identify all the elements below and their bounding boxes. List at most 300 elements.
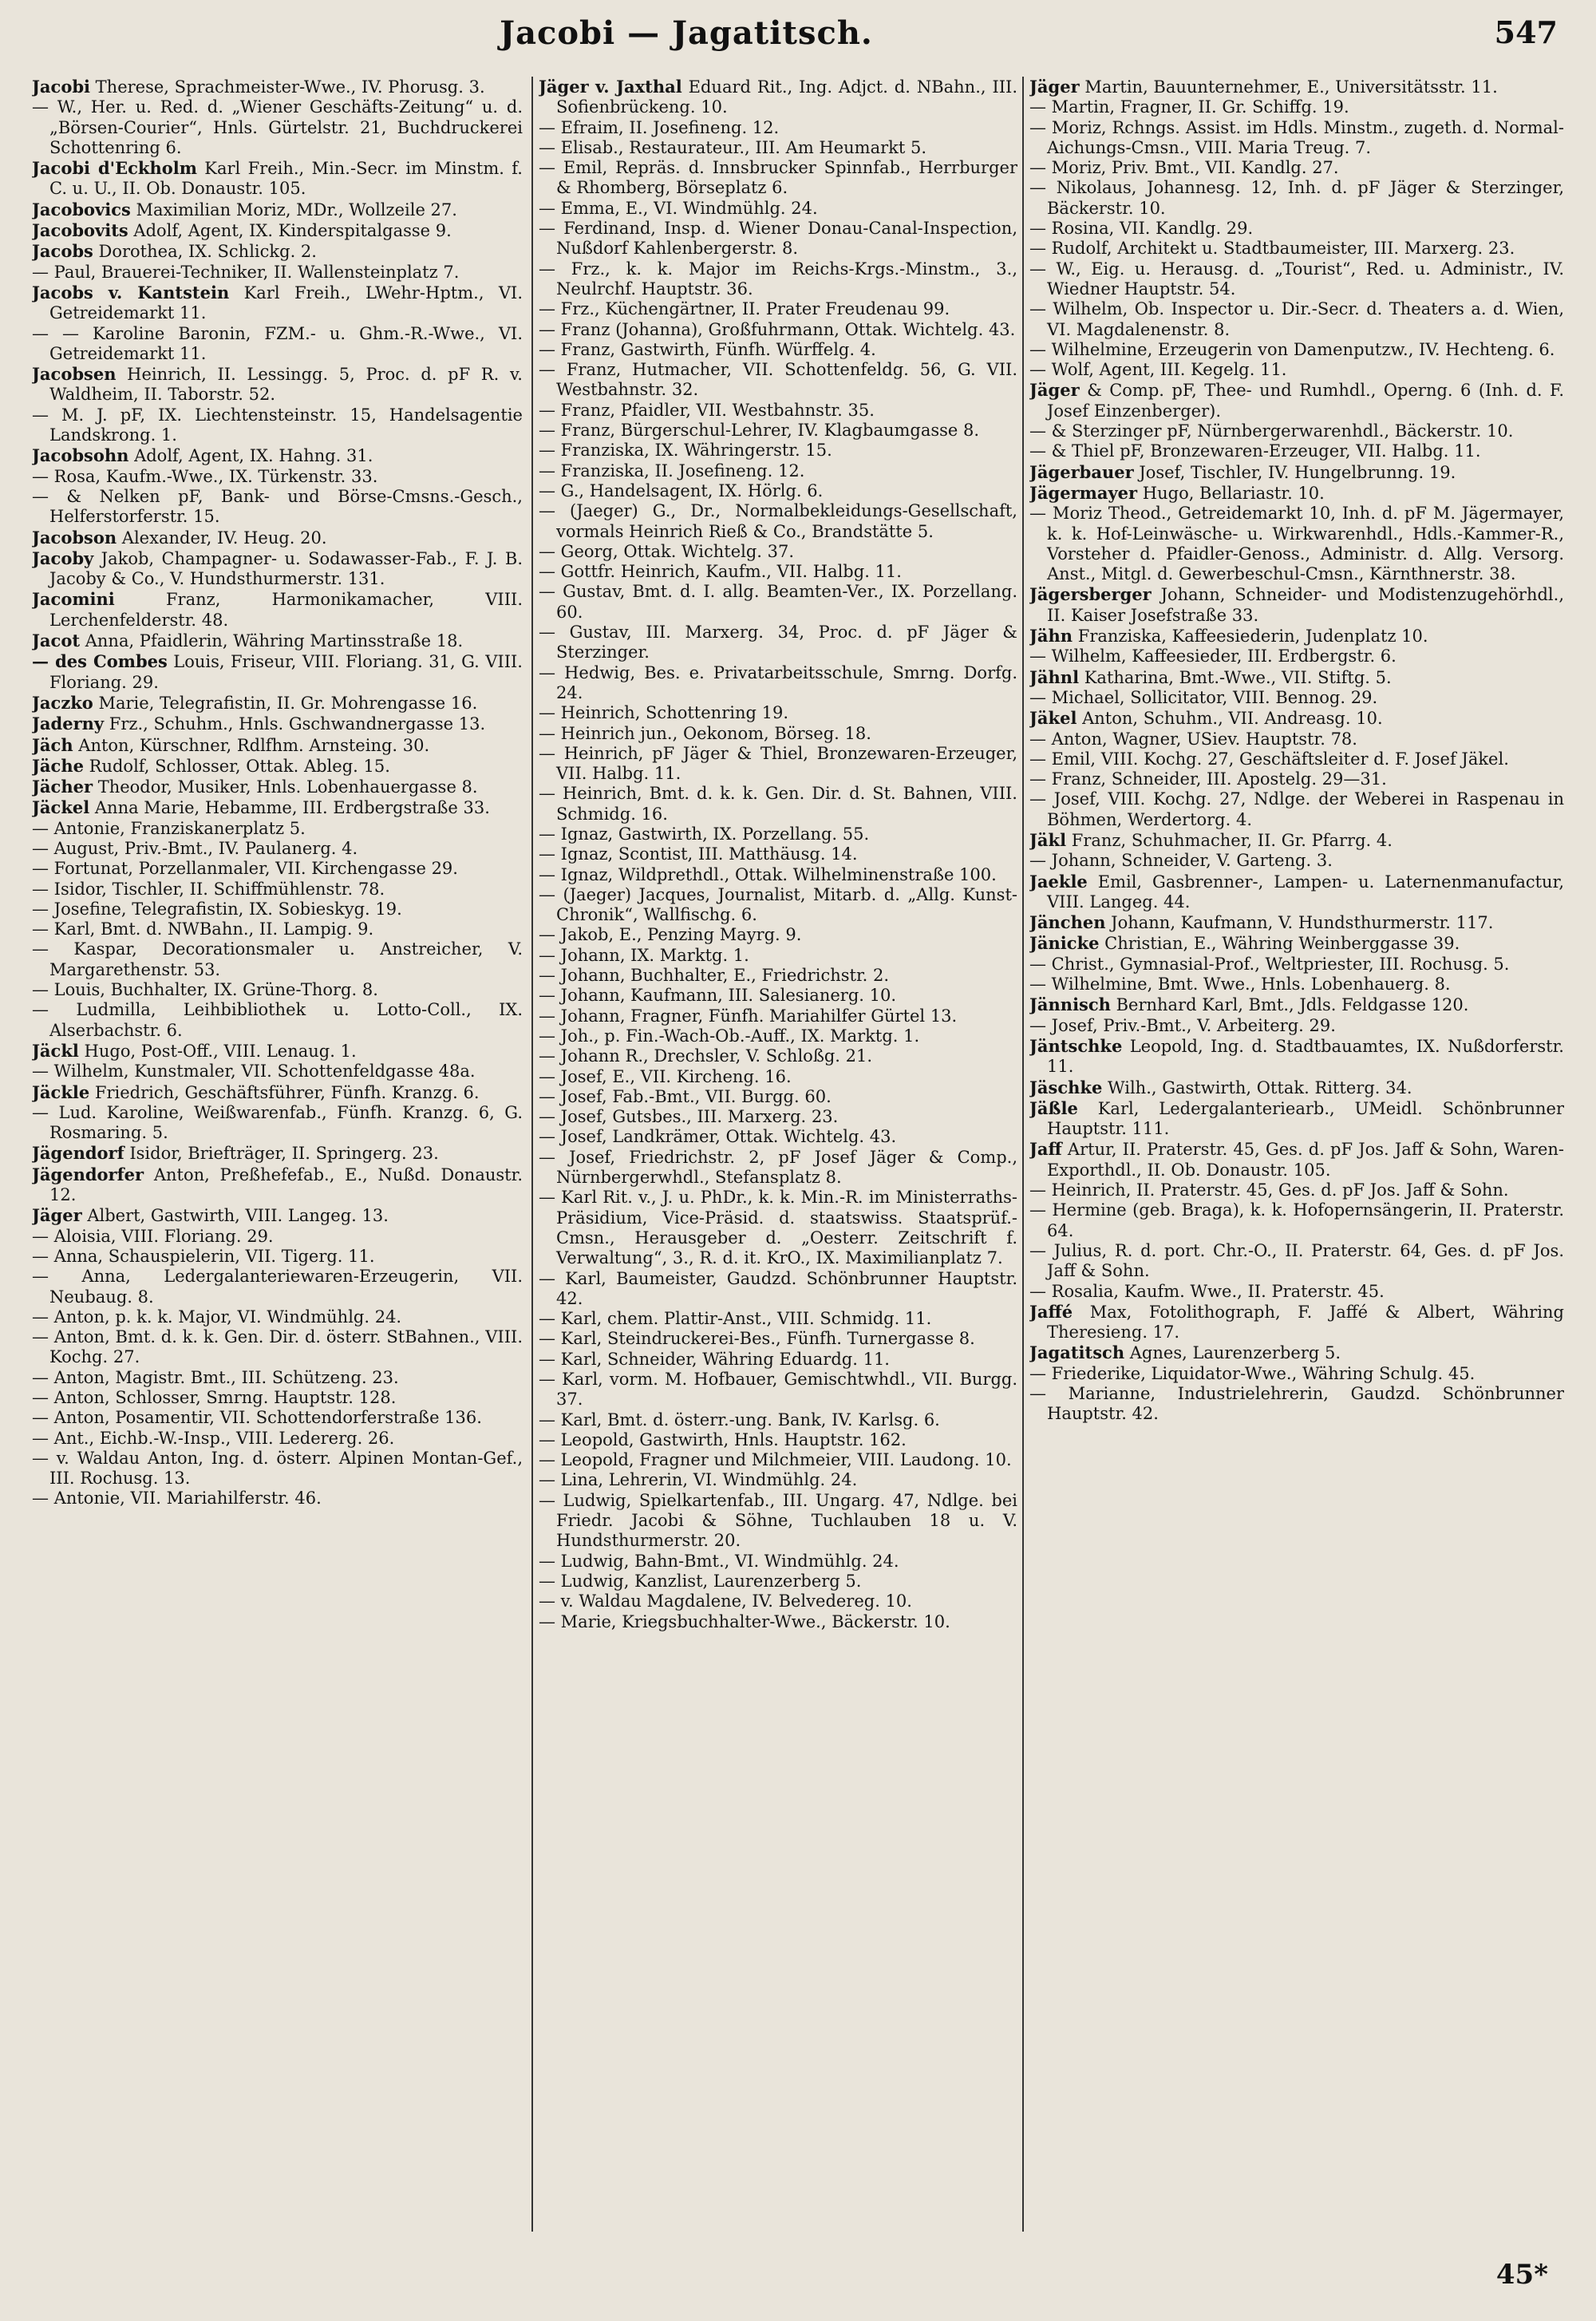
directory-entry <box>32 487 523 528</box>
entry-surname: Jägendorfer <box>32 1164 144 1184</box>
entry-details: — Josef, Landkrämer, Ottak. Wichtelg. 43. <box>539 1127 897 1147</box>
directory-entry <box>32 1247 523 1267</box>
entry-details: Alexander, IV. Heug. 20. <box>117 528 327 548</box>
entry-details: — Marianne, Industrielehrerin, Gaudzd. Schönbrunner Hauptstr. 42. <box>1029 1384 1564 1424</box>
directory-entry <box>32 405 523 446</box>
directory-entry <box>539 1067 1017 1087</box>
entry-details: Johann, Schneider- und Modistenzugehörhdl., II. Kaiser Josefstraße 33. <box>1047 585 1564 625</box>
directory-entry <box>1029 730 1564 749</box>
directory-entry <box>1029 1139 1564 1180</box>
entry-surname: Jäntschke <box>1029 1035 1123 1056</box>
entry-details: — Emil, Repräs. d. Innsbrucker Spinnfab., Herrburger & Rhomberg, Börseplatz 6. <box>539 158 1017 198</box>
entry-details: — Efraim, II. Josefineng. 12. <box>539 117 780 137</box>
entry-surname: Jaekle <box>1029 871 1088 892</box>
entry-details: Adolf, Agent, IX. Hahng. 31. <box>128 446 373 466</box>
column-divider <box>1022 77 1024 2232</box>
directory-entry <box>1029 219 1564 239</box>
entry-surname: Jägendorf <box>32 1143 124 1164</box>
directory-entry <box>32 939 523 980</box>
entry-details: — Johann, IX. Marktg. 1. <box>539 945 749 965</box>
entry-details: — Karl, Steindruckerei-Bes., Fünfh. Turnergasse 8. <box>539 1329 975 1349</box>
directory-entry <box>1029 1342 1564 1363</box>
entry-details: — Marie, Kriegsbuchhalter-Wwe., Bäckerstr. 10. <box>539 1611 950 1631</box>
entry-details: — Gustav, III. Marxerg. 34, Proc. d. pF Jäger & Sterzinger. <box>539 623 1017 662</box>
directory-entry <box>539 865 1017 885</box>
entry-surname: Jäschke <box>1029 1077 1103 1097</box>
directory-entry <box>32 839 523 859</box>
entry-details: — Anton, Posamentir, VII. Schottendorferstraße 136. <box>32 1408 482 1428</box>
entry-details: Marie, Telegrafistin, II. Gr. Mohrengasse 16. <box>93 693 478 713</box>
directory-entry <box>539 118 1017 138</box>
entry-details: — Franz, Pfaidler, VII. Westbahnstr. 35. <box>539 400 875 420</box>
entry-details: — Moriz Theod., Getreidemarkt 10, Inh. d. pF M. Jägermayer, k. k. Hof-Leinwäsche- u. Wirkwarenhdl., Hdls.-Kammer-R., Vorsteher d. Pfaidler-Genoss., Administr. d. Allg. Versorg. Anst., Mitgl. d. Gewerbeschul-Cmsn., Kärnthnerstr. 38. <box>1029 504 1564 584</box>
entry-details: — Moriz, Rchngs. Assist. im Hdls. Minstm., zugeth. d. Normal-Aichungs-Cmsn., VIII. Maria Treug. 7. <box>1029 117 1564 157</box>
entry-details: — Josefine, Telegrafistin, IX. Sobieskyg. 19. <box>32 899 402 919</box>
entry-details: Anton, Preßhefefab., E., Nußd. Donaustr. 12. <box>49 1164 523 1205</box>
directory-entry <box>32 445 523 466</box>
entry-details: — Antonie, VII. Mariahilferstr. 46. <box>32 1489 322 1508</box>
directory-entry <box>539 1309 1017 1329</box>
entry-details: — Josef, Gutsbes., III. Marxerg. 23. <box>539 1107 839 1127</box>
directory-entry <box>32 880 523 900</box>
entry-details: — Christ., Gymnasial-Prof., Weltpriester, III. Rochusg. 5. <box>1029 954 1510 974</box>
directory-entry <box>539 986 1017 1006</box>
entry-details: Katharina, Bmt.-Wwe., VII. Stiftg. 5. <box>1079 667 1392 687</box>
entry-surname: Jaffé <box>1029 1301 1073 1322</box>
entry-surname: Jäger <box>1029 380 1080 401</box>
directory-entry <box>539 1329 1017 1349</box>
entry-surname: Jacobsen <box>32 364 117 385</box>
directory-entry <box>539 946 1017 966</box>
directory-entry <box>32 777 523 797</box>
directory-entry <box>32 900 523 919</box>
directory-entry <box>1029 1241 1564 1282</box>
directory-entry <box>539 1612 1017 1632</box>
entry-surname: Jacobson <box>32 527 117 548</box>
entry-details: Anna, Pfaidlerin, Währing Martinsstraße 18. <box>80 631 464 651</box>
entry-details: — Rosa, Kaufm.-Wwe., IX. Türkenstr. 33. <box>32 466 378 486</box>
entry-surname: Jäche <box>32 755 84 776</box>
directory-entry <box>539 1006 1017 1026</box>
directory-entry <box>539 1491 1017 1552</box>
entry-details: Wilh., Gastwirth, Ottak. Ritterg. 34. <box>1102 1077 1412 1097</box>
entry-details: Leopold, Ing. d. Stadtbauamtes, IX. Nußdorferstr. 11. <box>1047 1036 1564 1077</box>
directory-entry <box>1029 872 1564 913</box>
directory-entry <box>32 693 523 714</box>
entry-details: — Ludwig, Bahn-Bmt., VI. Windmühlg. 24. <box>539 1551 899 1571</box>
directory-entry <box>32 1103 523 1144</box>
entry-details: Martin, Bauunternehmer, E., Universitätsstr. 11. <box>1079 77 1498 97</box>
entry-details: Rudolf, Schlosser, Ottak. Ableg. 15. <box>83 756 390 776</box>
directory-entry <box>1029 259 1564 300</box>
directory-entry <box>32 97 523 158</box>
directory-entry <box>539 299 1017 319</box>
entry-details: — Anton, Bmt. d. k. k. Gen. Dir. d. österr. StBahnen., VIII. Kochg. 27. <box>32 1327 523 1367</box>
entry-details: — Antonie, Franziskanerplatz 5. <box>32 818 306 838</box>
entry-details: — Wilhelm, Kunstmaler, VII. Schottenfeldgasse 48a. <box>32 1062 476 1081</box>
entry-details: — Heinrich jun., Oekonom, Börseg. 18. <box>539 723 871 743</box>
directory-entry <box>32 220 523 241</box>
directory-entry <box>32 1429 523 1449</box>
entry-details: Heinrich, II. Lessingg. 5, Proc. d. pF R. v. Waldheim, II. Taborstr. 52. <box>49 365 523 405</box>
entry-details: — & Thiel pF, Bronzewaren-Erzeuger, VII. Halbg. 11. <box>1029 441 1481 461</box>
signature-mark: 45* <box>1495 2259 1548 2291</box>
entry-surname: Jaff <box>1029 1139 1062 1160</box>
directory-entry <box>1029 975 1564 994</box>
entry-details: Anton, Kürschner, Rdlfhm. Arnsteing. 30. <box>73 735 430 755</box>
directory-entry <box>1029 118 1564 159</box>
entry-details: — Martin, Fragner, II. Gr. Schiffg. 19. <box>1029 97 1349 117</box>
directory-entry <box>1029 1077 1564 1098</box>
entry-details: — Paul, Brauerei-Techniker, II. Wallensteinplatz 7. <box>32 262 460 282</box>
directory-entry <box>32 1164 523 1206</box>
directory-entry <box>539 724 1017 744</box>
directory-entry <box>539 1269 1017 1310</box>
entry-surname: Jacobovits <box>32 220 128 241</box>
entry-details: — Josef, Priv.-Bmt., V. Arbeiterg. 29. <box>1029 1015 1336 1035</box>
entry-surname: Jähn <box>1029 626 1073 646</box>
entry-details: Bernhard Karl, Bmt., Jdls. Feldgasse 120. <box>1110 995 1469 1015</box>
entry-details: — Leopold, Fragner und Milchmeier, VIII. Laudong. 10. <box>539 1450 1012 1470</box>
directory-entry <box>539 219 1017 259</box>
directory-entry <box>539 1430 1017 1450</box>
entry-details: — Aloisia, VIII. Floriang. 29. <box>32 1226 274 1246</box>
entry-details: — Karl, Baumeister, Gaudzd. Schönbrunner Hauptstr. 42. <box>539 1268 1017 1308</box>
entry-details: Karl, Ledergalanteriearb., UMeidl. Schönbrunner Hauptstr. 111. <box>1047 1098 1564 1139</box>
entry-details: — Heinrich, Schottenring 19. <box>539 703 788 723</box>
directory-entry <box>32 263 523 283</box>
entry-surname: Jacobi d'Eckholm <box>32 158 197 179</box>
directory-entry <box>1029 178 1564 219</box>
entry-surname: Jägerbauer <box>1029 461 1134 482</box>
entry-details: — Josef, E., VII. Kircheng. 16. <box>539 1066 792 1086</box>
directory-entry <box>1029 504 1564 584</box>
entry-details: — Ignaz, Scontist, III. Matthäusg. 14. <box>539 844 858 864</box>
entry-surname: Jacoby <box>32 548 94 568</box>
directory-entry <box>1029 77 1564 97</box>
directory-entry <box>539 320 1017 340</box>
entry-details: — Wilhelmine, Erzeugerin von Damenputzw., IV. Hechteng. 6. <box>1029 339 1555 359</box>
entry-details: Josef, Tischler, IV. Hungelbrunng. 19. <box>1133 462 1456 482</box>
entry-details: — W., Eig. u. Herausg. d. „Tourist“, Red. u. Administr., IV. Wiedner Hauptstr. 54. <box>1029 259 1564 299</box>
directory-entry <box>1029 646 1564 666</box>
entry-details: Dorothea, IX. Schlickg. 2. <box>93 242 317 262</box>
directory-entry <box>32 1041 523 1062</box>
directory-entry <box>539 77 1017 118</box>
entry-details: — Karl, chem. Plattir-Anst., VIII. Schmidg. 11. <box>539 1309 932 1329</box>
directory-entry <box>32 980 523 1000</box>
directory-entry <box>539 158 1017 199</box>
directory-entry <box>539 744 1017 785</box>
entry-details: — Karl, Bmt. d. österr.-ung. Bank, IV. Karlsg. 6. <box>539 1410 940 1429</box>
entry-details: — Franz, Hutmacher, VII. Schottenfeldg. 56, G. VII. Westbahnstr. 32. <box>539 360 1017 400</box>
directory-entry <box>32 589 523 631</box>
directory-entry <box>32 1408 523 1428</box>
entry-details: & Comp. pF, Thee- und Rumhdl., Operng. 6 (Inh. d. F. Josef Einzenberger). <box>1047 381 1564 421</box>
directory-entry <box>32 756 523 777</box>
entry-details: — August, Priv.-Bmt., IV. Paulanerg. 4. <box>32 838 358 858</box>
directory-entry <box>1029 1384 1564 1425</box>
entry-details: Adolf, Agent, IX. Kinderspitalgasse 9. <box>128 221 452 241</box>
entry-details: — — Karoline Baronin, FZM.- u. Ghm.-R.-Wwe., VI. Getreidemarkt 11. <box>32 323 523 363</box>
directory-entry <box>32 714 523 734</box>
entry-surname: Jänicke <box>1029 933 1100 954</box>
entry-details: Anton, Schuhm., VII. Andreasg. 10. <box>1077 709 1383 729</box>
directory-entry <box>32 651 523 693</box>
directory-entry <box>32 283 523 324</box>
entry-details: Franz, Harmonikamacher, VIII. Lerchenfelderstr. 48. <box>49 590 523 630</box>
entry-surname: Jacobovics <box>32 199 131 219</box>
directory-entry <box>32 158 523 200</box>
entry-details: — Emma, E., VI. Windmühlg. 24. <box>539 198 818 218</box>
directory-entry <box>539 925 1017 945</box>
directory-entry <box>1029 158 1564 178</box>
entry-details: — (Jaeger) G., Dr., Normalbekleidungs-Gesellschaft, vormals Heinrich Rieß & Co., Brandstätte 5. <box>539 501 1017 541</box>
directory-entry <box>32 631 523 651</box>
directory-entry <box>1029 626 1564 646</box>
entry-details: — Anton, Wagner, USiev. Hauptstr. 78. <box>1029 729 1357 749</box>
entry-details: Emil, Gasbrenner-, Lampen- u. Laternenmanufactur, VIII. Langeg. 44. <box>1047 872 1564 911</box>
directory-entry <box>539 1552 1017 1572</box>
directory-entry <box>539 784 1017 824</box>
directory-entry <box>1029 584 1564 626</box>
entry-details: Theodor, Musiker, Hnls. Lobenhauergasse 8. <box>93 777 478 797</box>
entry-details: Hugo, Bellariastr. 10. <box>1137 483 1325 503</box>
entry-details: Franz, Schuhmacher, II. Gr. Pfarrg. 4. <box>1066 830 1393 850</box>
entry-details: — Ludmilla, Leihbibliothek u. Lotto-Coll., IX. Alserbachstr. 6. <box>32 1000 523 1040</box>
entry-surname: Jaczko <box>32 692 93 713</box>
directory-entry <box>32 1227 523 1247</box>
entry-details: — Heinrich, II. Praterstr. 45, Ges. d. pF Jos. Jaff & Sohn. <box>1029 1180 1509 1200</box>
entry-surname: Jäckl <box>32 1040 79 1061</box>
directory-entry <box>32 1267 523 1307</box>
directory-entry <box>32 1327 523 1368</box>
entry-details: — v. Waldau Magdalene, IV. Belvedereg. 10. <box>539 1591 912 1611</box>
column-1 <box>32 77 523 2264</box>
directory-entry <box>32 819 523 839</box>
page-header <box>0 14 1596 70</box>
directory-entry <box>539 1591 1017 1611</box>
entry-details: Louis, Friseur, VIII. Floriang. 31, G. VIII. Floriang. 29. <box>49 652 523 692</box>
directory-entry <box>1029 1036 1564 1077</box>
directory-entry <box>539 421 1017 441</box>
entry-details: — Karl, vorm. M. Hofbauer, Gemischtwhdl., VII. Burgg. 37. <box>539 1370 1017 1410</box>
entry-details: Friedrich, Geschäftsführer, Fünfh. Kranzg. 6. <box>89 1082 480 1102</box>
entry-details: — Heinrich, pF Jäger & Thiel, Bronzewaren-Erzeuger, VII. Halbg. 11. <box>539 743 1017 784</box>
directory-entry <box>539 844 1017 864</box>
entry-surname: Jäger <box>1029 77 1080 97</box>
directory-entry <box>1029 441 1564 461</box>
entry-details: — Franz, Schneider, III. Apostelg. 29—31. <box>1029 769 1387 789</box>
entry-details: — Johann, Buchhalter, E., Friedrichstr. 2. <box>539 966 890 986</box>
entry-surname: Jäkl <box>1029 829 1067 850</box>
directory-entry <box>539 1148 1017 1188</box>
entry-details: — Josef, Friedrichstr. 2, pF Josef Jäger & Comp., Nürnbergerwhdl., Stefansplatz 8. <box>539 1147 1017 1188</box>
entry-surname: Jäch <box>32 734 73 755</box>
entry-details: Eduard Rit., Ing. Adjct. d. NBahn., III. Sofienbrückeng. 10. <box>556 77 1017 117</box>
entry-surname: Jäger v. Jaxthal <box>539 77 682 97</box>
directory-entry <box>1029 955 1564 975</box>
entry-surname: Jähnl <box>1029 666 1080 687</box>
directory-entry <box>1029 97 1564 117</box>
directory-entry <box>1029 462 1564 483</box>
directory-entry <box>1029 380 1564 421</box>
directory-entry <box>1029 769 1564 789</box>
entry-details: — Lina, Lehrerin, VI. Windmühlg. 24. <box>539 1470 858 1490</box>
entry-details: — Anna, Schauspielerin, VII. Tigerg. 11. <box>32 1246 375 1266</box>
directory-entry <box>32 859 523 879</box>
entry-details: Albert, Gastwirth, VIII. Langeg. 13. <box>81 1206 389 1226</box>
entry-details: — Nikolaus, Johannesg. 12, Inh. d. pF Jäger & Sterzinger, Bäckerstr. 10. <box>1029 178 1564 218</box>
entry-details: — Franziska, IX. Währingerstr. 15. <box>539 441 832 461</box>
entry-details: — Michael, Sollicitator, VIII. Bennog. 29. <box>1029 687 1378 707</box>
directory-entry <box>539 562 1017 582</box>
entry-details: — Ignaz, Wildprethdl., Ottak. Wilhelminenstraße 100. <box>539 864 997 884</box>
entry-details: — Rosalia, Kaufm. Wwe., II. Praterstr. 45. <box>1029 1281 1385 1301</box>
entry-details: Karl Freih., LWehr-Hptm., VI. Getreidemarkt 11. <box>49 283 523 323</box>
directory-entry <box>539 1572 1017 1591</box>
entry-details: — Karl Rit. v., J. u. PhDr., k. k. Min.-R. im Ministerraths-Präsidium, Vice-Präsid. d. staatswiss. Staatsprüf.-Cmsn., Herausgeber d. „Oesterr. Zeitschrift f. Verwaltung“, 3., R. d. it. KrO., IX. Maximilianplatz 7. <box>539 1188 1017 1268</box>
directory-entry <box>32 200 523 220</box>
entry-details: Karl Freih., Min.-Secr. im Minstm. f. C. u. U., II. Ob. Donaustr. 105. <box>49 159 523 199</box>
directory-entry <box>32 1449 523 1489</box>
entry-details: Agnes, Laurenzerberg 5. <box>1124 1343 1341 1363</box>
directory-entry <box>539 340 1017 360</box>
entry-details: — Johann R., Drechsler, V. Schloßg. 21. <box>539 1046 873 1066</box>
directory-entry <box>539 259 1017 300</box>
entry-details: — Franz, Bürgerschul-Lehrer, IV. Klagbaumgasse 8. <box>539 421 980 441</box>
directory-entry <box>539 542 1017 562</box>
entry-details: — Heinrich, Bmt. d. k. k. Gen. Dir. d. St. Bahnen, VIII. Schmidg. 16. <box>539 784 1017 824</box>
entry-details: Jakob, Champagner- u. Sodawasser-Fab., F. J. B. Jacoby & Co., V. Hundsthurmerstr. 131. <box>49 548 523 589</box>
entry-surname: Jänchen <box>1029 912 1106 933</box>
directory-entry <box>32 528 523 548</box>
directory-entry <box>32 1368 523 1388</box>
entry-surname: Jacobsohn <box>32 445 129 466</box>
column-2 <box>539 77 1017 2264</box>
directory-entry <box>1029 789 1564 830</box>
entry-details: — Anton, Schlosser, Smrng. Hauptstr. 128. <box>32 1388 397 1407</box>
directory-entry <box>1029 1282 1564 1302</box>
entry-details: Maximilian Moriz, MDr., Wollzeile 27. <box>130 200 457 219</box>
entry-details: — Josef, VIII. Kochg. 27, Ndlge. der Weberei in Raspenau in Böhmen, Werdertorg. 4. <box>1029 789 1564 829</box>
entry-details: Johann, Kaufmann, V. Hundsthurmerstr. 117. <box>1105 913 1494 933</box>
directory-entry <box>1029 851 1564 871</box>
directory-entry <box>539 1127 1017 1147</box>
directory-entry <box>539 824 1017 844</box>
directory-entry <box>1029 933 1564 954</box>
directory-entry <box>1029 708 1564 729</box>
entry-surname: Jacobs v. Kantstein <box>32 282 230 302</box>
directory-entry <box>1029 994 1564 1015</box>
running-title: Jacobi — Jagatitsch. <box>500 14 873 52</box>
directory-entry <box>539 1087 1017 1107</box>
directory-entry <box>539 360 1017 401</box>
entry-surname: Jacobi <box>32 77 90 97</box>
entry-details: — Ferdinand, Insp. d. Wiener Donau-Canal-Inspection, Nußdorf Kahlenbergerstr. 8. <box>539 219 1017 259</box>
entry-surname: Jännisch <box>1029 994 1111 1015</box>
entry-details: — Moriz, Priv. Bmt., VII. Kandlg. 27. <box>1029 158 1339 178</box>
entry-details: — Rosina, VII. Kandlg. 29. <box>1029 219 1254 239</box>
directory-entry <box>1029 749 1564 769</box>
entry-details: — Anna, Ledergalanteriewaren-Erzeugerin, VII. Neubaug. 8. <box>32 1267 523 1307</box>
directory-entry <box>539 1470 1017 1490</box>
entry-details: Frz., Schuhm., Hnls. Gschwandnergasse 13. <box>104 714 486 734</box>
directory-entry <box>32 1062 523 1081</box>
directory-entry <box>32 1000 523 1041</box>
directory-entry <box>32 548 523 590</box>
directory-entry <box>539 1410 1017 1430</box>
entry-details: — Frz., Küchengärtner, II. Prater Freudenau 99. <box>539 299 950 319</box>
entry-surname: Jäckle <box>32 1081 90 1102</box>
entry-details: — Jakob, E., Penzing Mayrg. 9. <box>539 925 802 945</box>
directory-entry <box>539 441 1017 461</box>
entry-details: — Emil, VIII. Kochg. 27, Geschäftsleiter d. F. Josef Jäkel. <box>1029 749 1509 769</box>
entry-details: — (Jaeger) Jacques, Journalist, Mitarb. d. „Allg. Kunst-Chronik“, Wallfischg. 6. <box>539 884 1017 925</box>
entry-details: Therese, Sprachmeister-Wwe., IV. Phorusg. 3. <box>90 77 485 97</box>
directory-entry <box>539 1350 1017 1370</box>
entry-surname: Jaderny <box>32 714 105 734</box>
column-3 <box>1029 77 1564 2264</box>
entry-details: — Gottfr. Heinrich, Kaufm., VII. Halbg. 11. <box>539 562 902 582</box>
directory-entry <box>539 582 1017 623</box>
directory-entry <box>1029 1302 1564 1343</box>
directory-entry <box>539 481 1017 501</box>
entry-details: — Leopold, Gastwirth, Hnls. Hauptstr. 162. <box>539 1429 907 1449</box>
directory-entry <box>1029 360 1564 380</box>
entry-details: — W., Her. u. Red. d. „Wiener Geschäfts-Zeitung“ u. d. „Börsen-Courier“, Hnls. Gürtelstr. 21, Buchdruckerei Schottenring 6. <box>32 97 523 157</box>
entry-details: Artur, II. Praterstr. 45, Ges. d. pF Jos. Jaff & Sohn, Waren-Exporthdl., II. Ob. Donaustr. 105. <box>1047 1140 1564 1180</box>
entry-surname: Jäckel <box>32 797 90 818</box>
directory-entry <box>1029 1364 1564 1384</box>
entry-details: Franziska, Kaffeesiederin, Judenplatz 10. <box>1073 627 1428 646</box>
entry-details: Anna Marie, Hebamme, III. Erdbergstraße 33. <box>89 798 490 818</box>
entry-details: — Julius, R. d. port. Chr.-O., II. Praterstr. 64, Ges. d. pF Jos. Jaff & Sohn. <box>1029 1240 1564 1281</box>
entry-details: — Elisab., Restaurateur., III. Am Heumarkt 5. <box>539 137 927 157</box>
entry-surname: Jäkel <box>1029 708 1077 729</box>
directory-entry <box>1029 688 1564 708</box>
entry-details: — Joh., p. Fin.-Wach-Ob.-Auff., IX. Marktg. 1. <box>539 1026 920 1046</box>
directory-entry <box>1029 1180 1564 1200</box>
directory-entry <box>539 966 1017 986</box>
directory-entry <box>32 364 523 405</box>
directory-entry <box>32 735 523 756</box>
directory-entry <box>539 501 1017 542</box>
entry-details: — Johann, Kaufmann, III. Salesianerg. 10. <box>539 986 897 1006</box>
directory-entry <box>539 1026 1017 1046</box>
entry-details: — Johann, Schneider, V. Garteng. 3. <box>1029 851 1333 871</box>
directory-entry <box>539 1370 1017 1410</box>
directory-entry <box>32 1388 523 1408</box>
entry-details: — M. J. pF, IX. Liechtensteinstr. 15, Handelsagentie Landskrong. 1. <box>32 405 523 445</box>
directory-entry <box>1029 667 1564 688</box>
directory-entry <box>32 797 523 818</box>
directory-entry <box>32 919 523 939</box>
entry-details: — Friederike, Liquidator-Wwe., Währing Schulg. 45. <box>1029 1363 1476 1383</box>
directory-entry <box>32 77 523 97</box>
directory-entry <box>1029 1098 1564 1140</box>
directory-entry <box>539 401 1017 421</box>
entry-details: — Josef, Fab.-Bmt., VII. Burgg. 60. <box>539 1086 832 1106</box>
entry-details: — Karl, Schneider, Währing Eduardg. 11. <box>539 1349 890 1369</box>
entry-details: — Wilhelmine, Bmt. Wwe., Hnls. Lobenhauerg. 8. <box>1029 975 1451 994</box>
entry-surname: Jägersberger <box>1029 584 1152 605</box>
directory-entry <box>32 324 523 365</box>
directory-entry <box>1029 421 1564 441</box>
entry-surname: Jagatitsch <box>1029 1342 1125 1363</box>
entry-details: — Karl, Bmt. d. NWBahn., II. Lampig. 9. <box>32 919 374 939</box>
entry-details: — Kaspar, Decorationsmaler u. Anstreicher, V. Margarethenstr. 53. <box>32 939 523 979</box>
